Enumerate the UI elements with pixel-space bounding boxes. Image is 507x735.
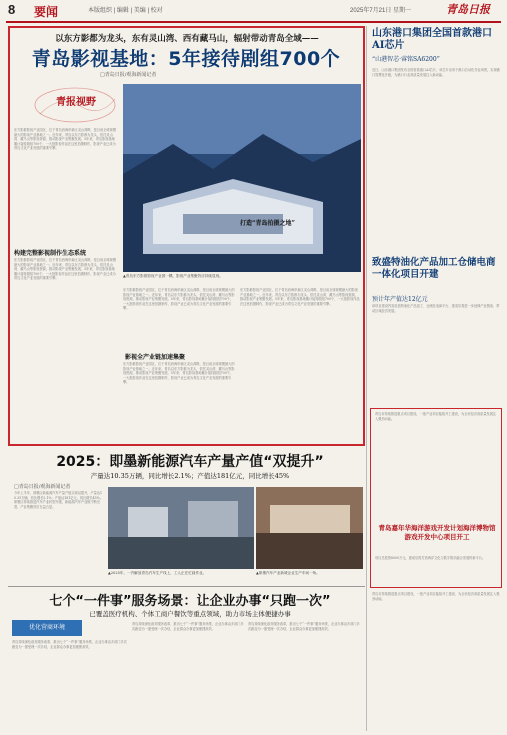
column-divider [366,26,367,731]
right-column-tail: 青岛市持续推进重点项目建设，一批产业项目陆续开工建设，为全市经济高质量发展注入强劲动能。 [372,592,500,601]
lead-body-col1: 东方影都影视产业园区，位于青岛西海岸新区灵山湾畔，是目前全球规模最大的影视产业基地之一。近年来，青岛以东方影都为龙头，依托灵山湾、藏马山等影视资源，推动影视产业集聚发展。5年来，青岛影视基地累计接待剧组700个，一大批影视作品在这里拍摄制作，影视产业已成为青岛文化产业发展的重要引擎。 [14,128,116,151]
second-body-col1: 今年上半年，即墨区新能源汽车产量产值实现双提升，产量达10.35万辆，同比增长2.1%；产值达181亿元，同比增长45%。即墨区持续推进汽车产业转型升级，新能源汽车产业链不断完善，产业集聚效应日益凸显。 [14,491,103,509]
lead-byline: □青岛日报/观海新闻记者 [100,72,157,78]
page-number: 8 [8,2,16,17]
second-photo-1-caption: ▲2025年，一汽解放青岛汽车生产线上，工人正在忙碌作业。 [108,571,207,575]
lead-headline: 青岛影视基地：5年接待剧组700个 [31,48,341,70]
second-subline: 产量达10.35万辆，同比增长2.1%；产值达181亿元，同比增长45% [90,472,290,480]
lead-photo-caption: ▲青岛东方影都影视产业园一隅，影视产业集聚效应持续显现。 [123,274,223,278]
second-headline: 2025：即墨新能源汽车产量产值“双提升” [56,454,324,470]
right-story-2-subtitle: 预计年产值达12亿元 [372,296,428,303]
third-headline: 七个“一件事”服务场景：让企业办事“只跑一次” [49,594,331,609]
page-header [0,0,507,20]
second-byline: □青岛日报/观海新闻记者 [14,484,71,490]
lead-subhead-3: 打造“青岛拍摄之地” [240,220,295,227]
section-title: 要闻 [34,5,59,19]
right-story-1-title: 山东港口集团全国首款港口AI芯片 [372,28,492,51]
second-photo-2-caption: ▲即墨汽车产业新城企业生产车间一角。 [256,571,320,575]
lead-subhead-2: 影视全产业链加速集聚 [125,354,186,361]
second-photo-1 [108,487,254,569]
right-story-1-subtitle: “山港智芯·睿铭SA6200” [372,56,440,63]
lead-body-col3: 东方影都影视产业园区，位于青岛西海岸新区灵山湾畔，是目前全球规模最大的影视产业基地之一。近年来，青岛以东方影都为龙头，依托灵山湾、藏马山等影视资源，推动影视产业集聚发展。5年来，青岛影视基地累计接待剧组700个，一大批影视作品在这里拍摄制作，影视产业已成为青岛文化产业发展的重要引擎。 [240,288,360,306]
third-body-col3: 青岛持续深化政务服务改革，推出七个“一件事”服务场景，企业办事由多部门多次跑变为一窗受理一次办结，企业群众办事更加便捷高效。 [248,622,360,631]
newspaper-logo: 青岛日报 [446,3,490,16]
header-date: 2025年7月21日 星期一 [350,8,412,14]
second-photo-2 [256,487,363,569]
right-story-2-title: 致盛特油化产品加工仓储电商一体化项目开建 [372,257,496,280]
lead-kicker: 以东方影都为龙头，东有灵山湾、西有藏马山，辐射带动青岛全域—— [55,34,319,44]
lead-photo [123,84,361,272]
right-story-1-body: 近日，山东港口集团发布全国首款港口AI芯片，该芯片应用于港口自动化作业场景，实现港口智慧化升级，为港口行业高质量发展注入新动能。 [372,68,500,77]
right-story-2-body: 该项目建设内容包括特油化产品加工、仓储及电商平台，建成后将进一步延伸产业链条，带动区域经济发展。 [372,304,500,313]
section-divider [8,586,365,587]
column-seal: 青报视野 [56,97,96,108]
third-body-col2: 青岛持续深化政务服务改革，推出七个“一件事”服务场景，企业办事由多部门多次跑变为一窗受理一次办结，企业群众办事更加便捷高效。 [132,622,244,631]
lead-body-col1b: 东方影都影视产业园区，位于青岛西海岸新区灵山湾畔，是目前全球规模最大的影视产业基地之一。近年来，青岛以东方影都为龙头，依托灵山湾、藏马山等影视资源，推动影视产业集聚发展。5年来，青岛影视基地累计接待剧组700个，一大批影视作品在这里拍摄制作，影视产业已成为青岛文化产业发展的重要引擎。 [14,258,116,281]
header-rule [6,21,501,23]
right-story-3-upper: 青岛市持续推进重点项目建设，一批产业项目陆续开工建设，为全市经济高质量发展注入强劲动能。 [375,412,497,421]
header-meta: 本版组织 | 编辑 | 美编 | 校对 [88,8,163,14]
third-subline: 已覆盖医疗机构、个体工商户餐饮等重点领域，助力市场主体便捷办事 [89,610,291,618]
third-body-col1: 青岛持续深化政务服务改革，推出七个“一件事”服务场景，企业办事由多部门多次跑变为一窗受理一次办结，企业群众办事更加便捷高效。 [12,640,127,649]
right-story-3-body: 项目总投资8000万元，建成后将打造海洋文化与数字娱乐融合发展的新平台。 [375,556,486,560]
lead-subhead-1: 构建完整影视制作生态系统 [14,250,87,257]
right-story-3-title: 青岛嘉年华海洋游戏开发计划海洋博物馆游戏开发中心项目开工 [378,524,496,541]
lead-body-col2: 东方影都影视产业园区，位于青岛西海岸新区灵山湾畔，是目前全球规模最大的影视产业基地之一。近年来，青岛以东方影都为龙头，依托灵山湾、藏马山等影视资源，推动影视产业集聚发展。5年来，青岛影视基地累计接待剧组700个，一大批影视作品在这里拍摄制作，影视产业已成为青岛文化产业发展的重要引擎。 [123,288,235,311]
lead-body-col2b: 东方影都影视产业园区，位于青岛西海岸新区灵山湾畔，是目前全球规模最大的影视产业基地之一。近年来，青岛以东方影都为龙头，依托灵山湾、藏马山等影视资源，推动影视产业集聚发展。5年来，青岛影视基地累计接待剧组700个，一大批影视作品在这里拍摄制作，影视产业已成为青岛文化产业发展的重要引擎。 [123,362,235,385]
topic-badge: 优化营商环境 [12,620,82,636]
